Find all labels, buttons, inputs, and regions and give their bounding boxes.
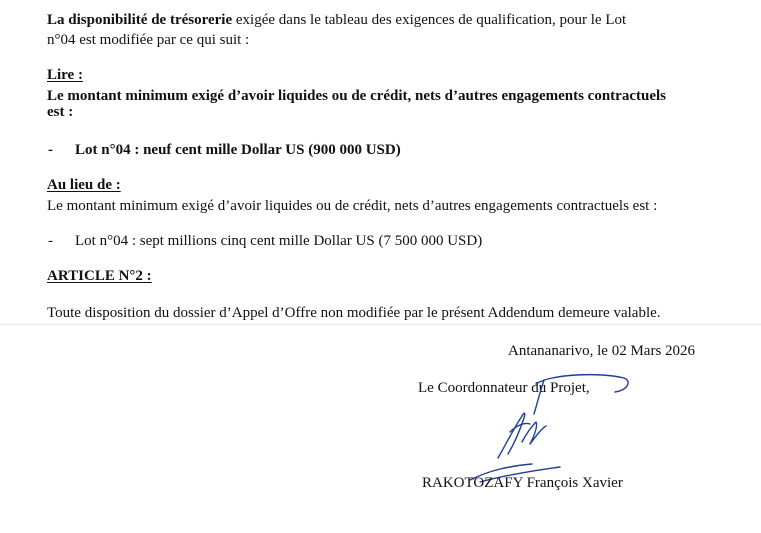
lire-bullet-dash: - (48, 142, 53, 158)
article-text: Toute disposition du dossier d’Appel d’Offre non modifiée par le présent Addendum demeure valable. (47, 305, 661, 321)
signatory-role: Le Coordonnateur du Projet, (418, 380, 590, 396)
lire-bullet-text: Lot n°04 : neuf cent mille Dollar US (900 000 USD) (75, 142, 401, 158)
trésorerie-term: La disponibilité de trésorerie (47, 12, 233, 28)
signatory-name: RAKOTOZAFY François Xavier (422, 475, 623, 491)
paragraph-intro-line1 (47, 12, 626, 29)
lire-text-line2: est : (47, 104, 74, 120)
page-fold-line (0, 324, 761, 325)
place-date: Antananarivo, le 02 Mars 2026 (508, 343, 696, 359)
au-lieu-de-text: Le montant minimum exigé d’avoir liquides ou de crédit, nets d’autres engagements contractuels est : (47, 198, 658, 214)
lire-heading: Lire : (47, 67, 83, 83)
paragraph-intro-line2: n°04 est modifiée par ce qui suit : (47, 32, 250, 48)
intro-text-rest: exigée dans le tableau des exigences de qualification, pour le Lot (232, 12, 627, 28)
au-lieu-de-bullet-dash: - (48, 233, 53, 249)
lire-text-line1: Le montant minimum exigé d’avoir liquides ou de crédit, nets d’autres engagements contractuels (47, 88, 666, 104)
au-lieu-de-bullet-text: Lot n°04 : sept millions cinq cent mille Dollar US (7 500 000 USD) (75, 233, 483, 249)
article-heading: ARTICLE N°2 : (47, 268, 152, 284)
au-lieu-de-heading: Au lieu de : (47, 177, 121, 193)
